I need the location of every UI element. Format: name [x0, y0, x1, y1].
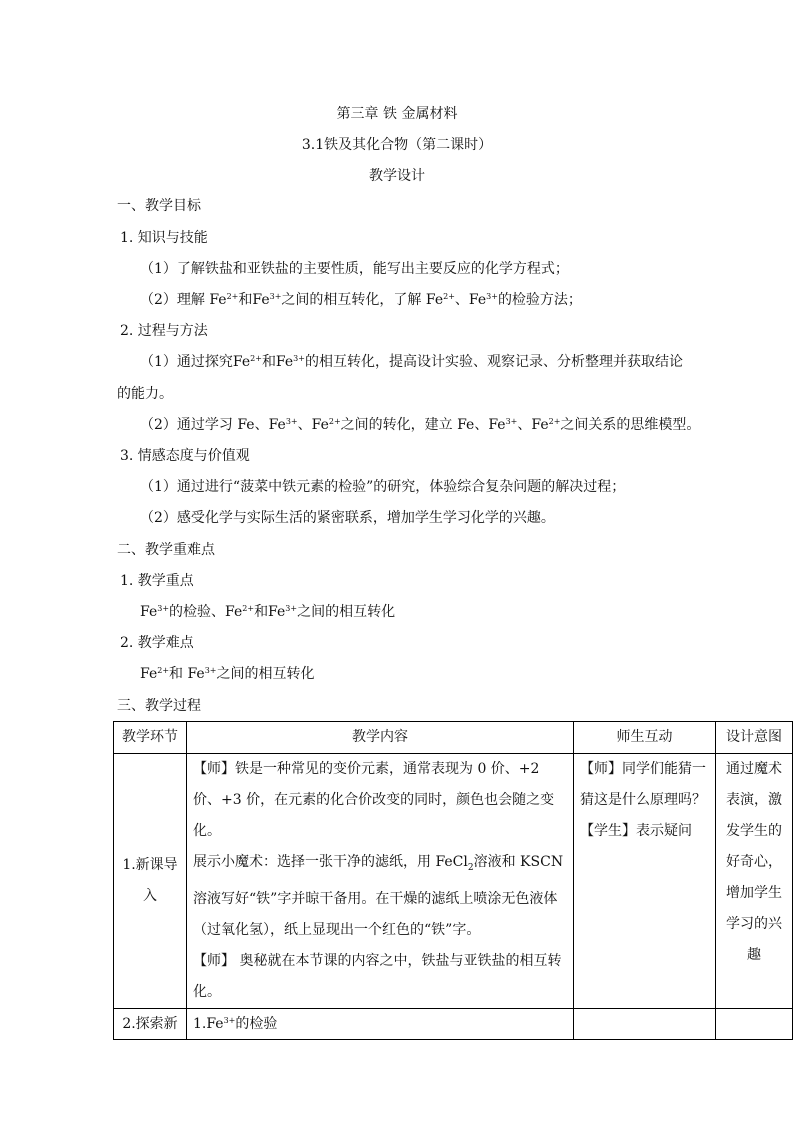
column-header: 教学环节	[114, 722, 187, 754]
doc-type-title: 教学设计	[369, 168, 425, 184]
content-cell	[187, 754, 574, 1009]
process-item-1: （1）通过探究$Fe^{2+}$和$Fe^{3+}$的相互转化，提高设计实验、观察记录、分析整理并获取结论	[140, 354, 683, 370]
key-point-text: $Fe^{3+}$的检验、$Fe^{2+}$和$Fe^{3+}$之间的相互转化	[140, 604, 396, 620]
interaction-cell	[574, 754, 716, 1009]
column-header: 设计意图	[716, 722, 793, 754]
intent-cell: 通过魔术表演，激发学生的好奇心，增加学生学习的兴趣	[716, 754, 793, 1009]
difficult-point-text: $Fe^{2+}$和 $Fe^{3+}$之间的相互转化	[140, 666, 315, 682]
process-method-title: 2. 过程与方法	[120, 323, 208, 339]
content-cell: $1.Fe^{3+}$的检验	[187, 1008, 574, 1039]
interaction-cell	[574, 1008, 716, 1039]
emotion-item-1: （1）通过进行“菠菜中铁元素的检验”的研究，体验综合复杂问题的解决过程；	[140, 479, 626, 495]
table-row	[114, 1008, 793, 1039]
content-paragraph: 展示小魔术：选择一张干净的滤纸，用 FeCl$_2$溶液和 KSCN 溶液写好“铁”字并晾干备用。在干燥的滤纸上喷涂无色液体（过氧化氢），纸上显现出一个红色的“铁”字。	[193, 854, 564, 938]
knowledge-item-2: （2）理解 $Fe^{2+}$和$Fe^{3+}$之间的相互转化，了解 $Fe^{2+}$、$Fe^{3+}$的检验方法；	[140, 292, 582, 308]
chapter-title: 第三章 铁 金属材料	[336, 106, 458, 122]
goals-heading: 一、教学目标	[117, 198, 201, 214]
difficult-point-title: 2. 教学难点	[120, 635, 194, 651]
section-title: 3.1铁及其化合物（第二课时）	[301, 137, 493, 153]
column-header: 师生互动	[574, 722, 716, 754]
emotion-values-title: 3. 情感态度与价值观	[120, 448, 250, 464]
intent-cell	[716, 1008, 793, 1039]
stage-cell: 2.探索新	[114, 1008, 187, 1039]
process-heading: 三、教学过程	[117, 698, 201, 714]
table-row	[114, 754, 793, 1009]
interaction-student: 【学生】表示疑问	[580, 823, 692, 839]
keypoints-heading: 二、教学重难点	[117, 542, 215, 558]
column-header: 教学内容	[187, 722, 574, 754]
teaching-process-table	[113, 721, 793, 1040]
key-point-title: 1. 教学重点	[120, 573, 194, 589]
emotion-item-2: （2）感受化学与实际生活的紧密联系，增加学生学习化学的兴趣。	[140, 510, 555, 526]
interaction-teacher: 【师】同学们能猜一猜这是什么原理吗？	[580, 761, 706, 808]
process-item-1-cont: 的能力。	[117, 386, 173, 402]
knowledge-item-1: （1）了解铁盐和亚铁盐的主要性质，能写出主要反应的化学方程式；	[140, 261, 569, 277]
content-paragraph: 【师】 奥秘就在本节课的内容之中，铁盐与亚铁盐的相互转化。	[193, 952, 562, 1000]
stage-cell: 1.新课导入	[114, 754, 187, 1009]
knowledge-skills-title: 1. 知识与技能	[120, 230, 208, 246]
content-paragraph: 【师】铁是一种常见的变价元素，通常表现为 0 价、+2 价、+3 价，在元素的化合价改变的同时，颜色也会随之变化。	[193, 761, 555, 839]
process-item-2: （2）通过学习 Fe、$Fe^{3+}$、$Fe^{2+}$之间的转化，建立 Fe、$Fe^{3+}$、$Fe^{2+}$之间关系的思维模型。	[140, 417, 701, 433]
table-header-row	[114, 722, 793, 754]
